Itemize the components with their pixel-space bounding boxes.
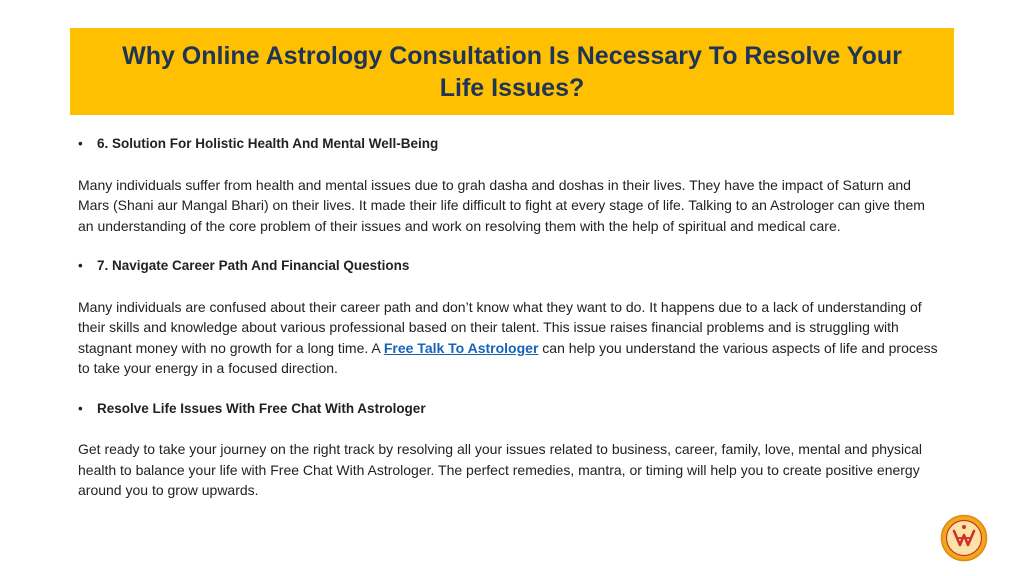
paragraph-career-text-start: Many individuals are confused about their career path and don’t know what they want to do. It happens due to a lack of understanding of their skills and knowledge about various professional based on their talent. This issue raises financial problems and is struggling with stagnant money with no growth for a long time. A <box>78 298 922 356</box>
bullet-dot-icon: • <box>78 258 83 273</box>
bullet-heading-text: 6. Solution For Holistic Health And Mental Well-Being <box>97 136 439 151</box>
astrology-brand-logo-icon <box>940 514 988 562</box>
bullet-heading-health <box>78 134 944 155</box>
free-talk-to-astrologer-link[interactable]: Free Talk To Astrologer <box>383 339 539 356</box>
bullet-heading-text: 7. Navigate Career Path And Financial Questions <box>97 258 410 273</box>
bullet-heading-career <box>78 256 944 277</box>
bullet-heading-text: Resolve Life Issues With Free Chat With Astrologer <box>97 400 426 416</box>
title-banner <box>70 28 954 115</box>
bullet-heading-free-chat <box>78 399 944 420</box>
paragraph-career-text-end: can help you understand the various aspects of life and process to take your energy in a focused direction. <box>78 339 938 376</box>
bullet-dot-icon: • <box>78 136 83 151</box>
paragraph-health: Many individuals suffer from health and mental issues due to grah dasha and doshas in their lives. They have the impact of Saturn and Mars (Shani aur Mangal Bhari) on their lives. It made their life difficult to fight at every stage of life. Talking to an Astrologer can give them an understanding of the core problem of their issues and work on resolving them with the help of spiritual and medical care. <box>78 176 925 234</box>
paragraph-free-chat: Get ready to take your journey on the right track by resolving all your issues related to business, career, family, love, mental and physical health to balance your life with Free Chat With Astrologer. The perfect remedies, mantra, or timing will help you to create positive energy around you to grow upwards. <box>78 441 923 498</box>
paragraph-career <box>78 297 944 379</box>
bullet-dot-icon: • <box>78 400 83 416</box>
content-body <box>78 134 944 521</box>
page-title: Why Online Astrology Consultation Is Necessary To Resolve Your Life Issues? <box>122 41 902 102</box>
